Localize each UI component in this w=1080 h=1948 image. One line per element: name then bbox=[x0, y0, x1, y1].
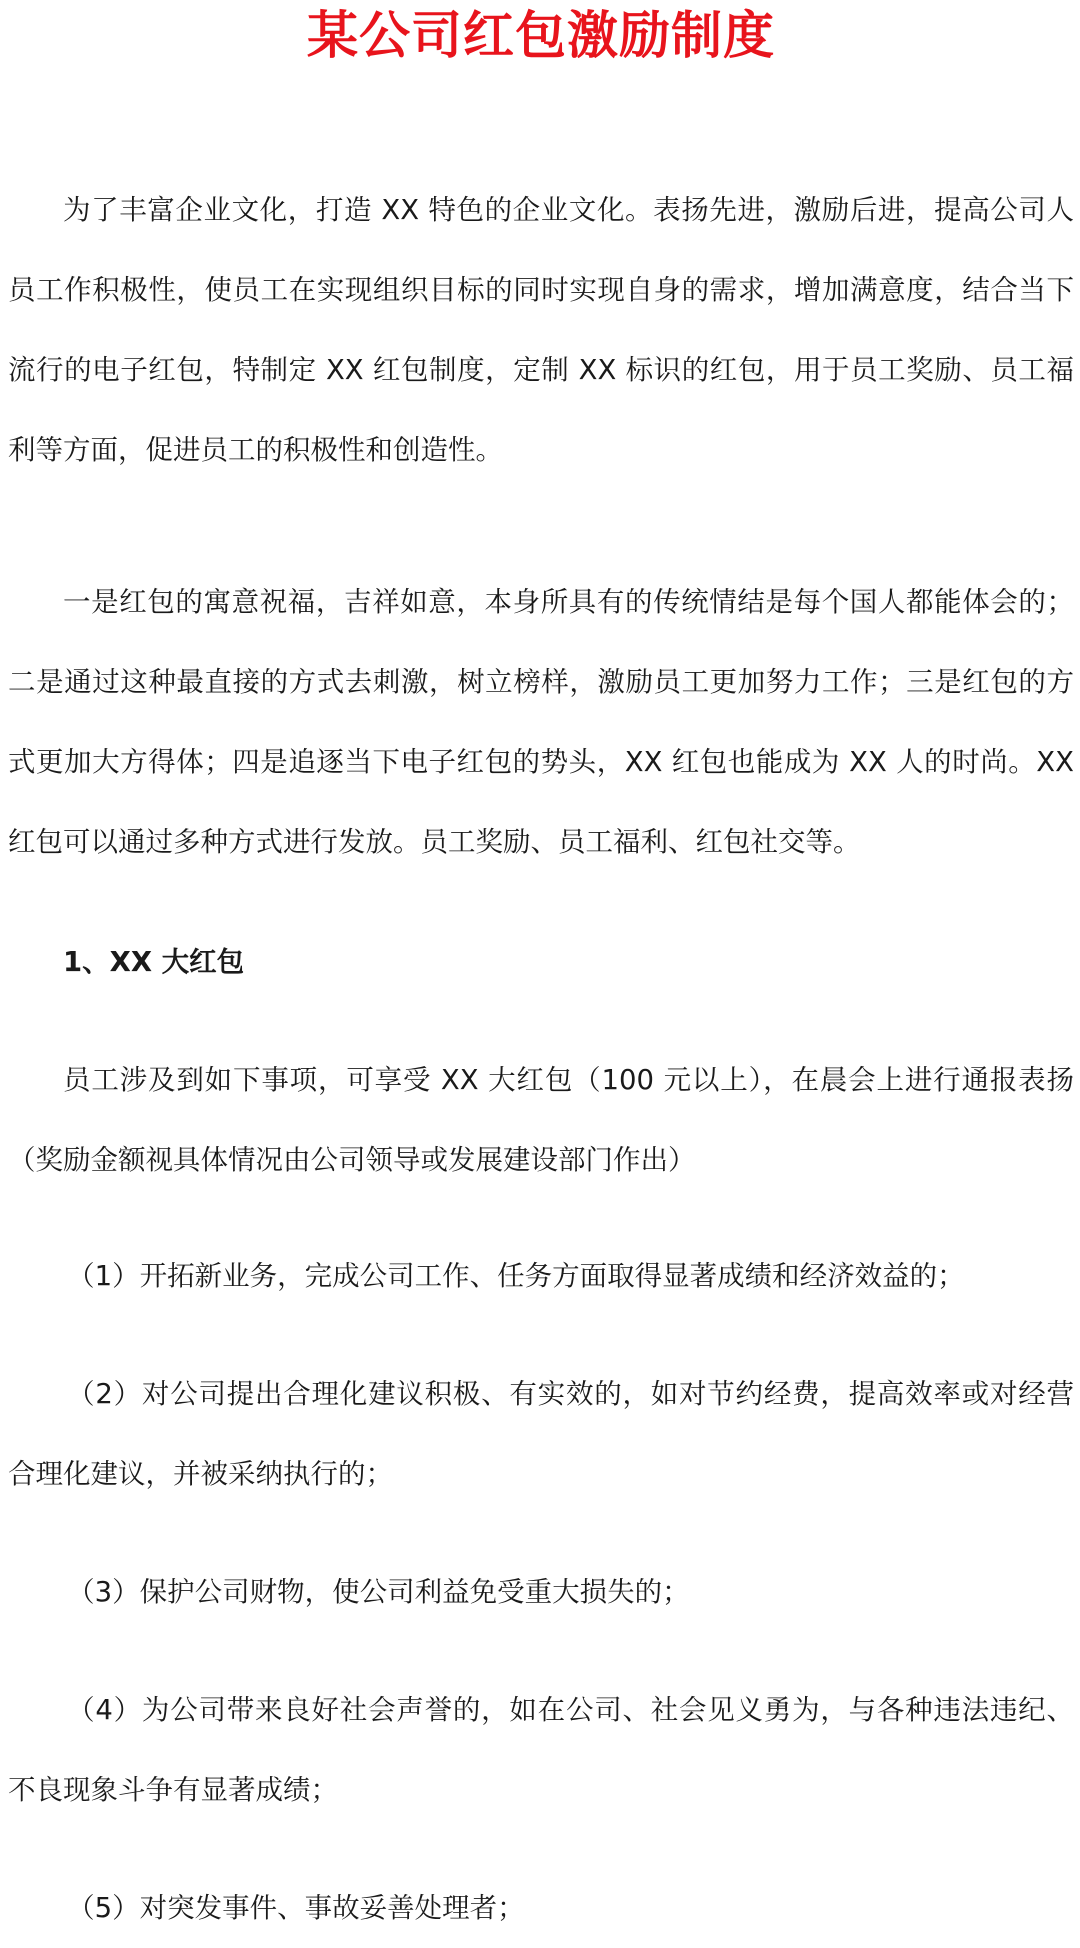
reasons-paragraph: 一是红包的寓意祝福，吉祥如意，本身所具有的传统情结是每个国人都能体会的；二是通过这种最直接的方式去刺激，树立榜样，激励员工更加努力工作；三是红包的方式更加大方得体；四是追逐当下电子红包的势头，XX 红包也能成为 XX 人的时尚。XX 红包可以通过多种方式进行发放。员工奖励、员工福利、红包社交等。 bbox=[8, 586, 1074, 858]
section-1-heading: 1、XX 大红包 bbox=[63, 946, 245, 978]
list-item-3: （3）保护公司财物，使公司利益免受重大损失的； bbox=[67, 1576, 690, 1608]
list-item-2: （2）对公司提出合理化建议积极、有实效的，如对节约经费，提高效率或对经营合理化建议，并被采纳执行的； bbox=[8, 1378, 1074, 1490]
intro-paragraph: 为了丰富企业文化，打造 XX 特色的企业文化。表扬先进，激励后进，提高公司人员工作积极性，使员工在实现组织目标的同时实现自身的需求，增加满意度，结合当下流行的电子红包，特制定 XX 红包制度，定制 XX 标识的红包，用于员工奖励、员工福利等方面，促进员工的积极性和创造性。 bbox=[8, 194, 1074, 466]
list-item-1: （1）开拓新业务，完成公司工作、任务方面取得显著成绩和经济效益的； bbox=[67, 1260, 965, 1292]
document-title: 某公司红包激励制度 bbox=[306, 7, 775, 66]
list-item-5: （5）对突发事件、事故妥善处理者； bbox=[67, 1892, 525, 1924]
section-1-description: 员工涉及到如下事项，可享受 XX 大红包（100 元以上），在晨会上进行通报表扬（奖励金额视具体情况由公司领导或发展建设部门作出） bbox=[8, 1064, 1074, 1176]
list-item-4: （4）为公司带来良好社会声誉的，如在公司、社会见义勇为，与各种违法违纪、不良现象斗争有显著成绩； bbox=[8, 1694, 1074, 1806]
